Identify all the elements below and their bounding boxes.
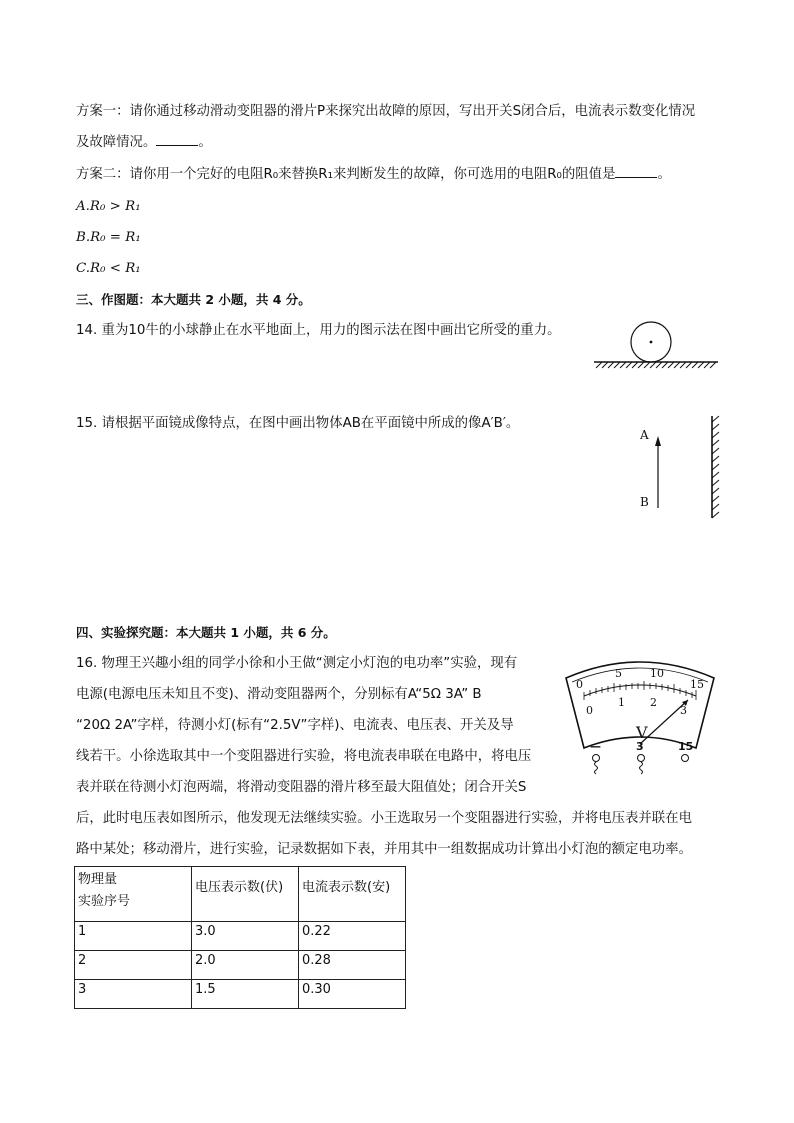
terminal-3-label: 3 xyxy=(636,740,644,753)
terminal-15[interactable] xyxy=(682,755,689,762)
q16-line-3: “20Ω 2A”字样，待测小灯(标有“2.5V”字样)、电流表、电压表、开关及导 xyxy=(76,718,514,733)
plan1-line2-end: 。 xyxy=(198,135,212,150)
header-quantity: 物理量 xyxy=(78,872,118,887)
point-a-label: A xyxy=(640,428,649,442)
option-c: C.R₀ < R₁ xyxy=(76,261,141,276)
section-4-heading: 四、实验探究题：本大题共 1 小题，共 6 分。 xyxy=(76,625,336,640)
answer-blank-2[interactable] xyxy=(615,165,657,178)
plan2-text: 方案二：请你用一个完好的电阻R₀来替换R₁来判断发生的故障，你可选用的电阻R₀的阻值是 xyxy=(76,167,616,182)
point-b-label: B xyxy=(640,495,649,509)
plan2-end: 。 xyxy=(657,167,671,182)
row-2-number: 2 xyxy=(75,951,192,980)
header-current: 电流表示数(安) xyxy=(299,867,406,922)
plan1-line2-text: 及故障情况。 xyxy=(76,135,157,150)
plan2-line xyxy=(76,165,671,184)
ground-hatching xyxy=(596,362,716,368)
terminal-negative-label: — xyxy=(590,740,601,753)
q16-line-7: 路中某处；移动滑片，进行实验，记录数据如下表，并用其中一组数据成功计算出小灯泡的额定电功率。 xyxy=(76,842,692,857)
lower-scale-3: 3 xyxy=(680,704,687,717)
question-14: 14. 重为10牛的小球静止在水平地面上，用力的图示法在图中画出它所受的重力。 xyxy=(76,323,561,338)
plan1-line1: 方案一：请你通过移动滑动变阻器的滑片P来探究出故障的原因，写出开关S闭合后，电流表示数变化情况 xyxy=(76,104,696,119)
terminal-negative[interactable] xyxy=(593,755,600,762)
q16-line-6: 后，此时电压表如图所示，他发现无法继续实验。小王选取另一个变阻器进行实验，并将电压表并联在电 xyxy=(76,811,692,826)
row-3-current: 0.30 xyxy=(299,980,406,1009)
table-header-row xyxy=(75,867,406,922)
row-1-current: 0.22 xyxy=(299,922,406,951)
lower-scale-2: 2 xyxy=(650,696,657,709)
upper-scale-5: 5 xyxy=(615,667,622,680)
option-b: B.R₀ = R₁ xyxy=(76,230,141,245)
terminal-3[interactable] xyxy=(638,755,645,762)
table-row xyxy=(75,951,406,980)
header-voltage: 电压表示数(伏) xyxy=(192,867,299,922)
wire-negative xyxy=(595,762,598,774)
header-cell-quantity xyxy=(75,867,192,922)
upper-scale-15: 15 xyxy=(690,678,704,691)
row-1-number: 1 xyxy=(75,922,192,951)
row-1-voltage: 3.0 xyxy=(192,922,299,951)
row-2-voltage: 2.0 xyxy=(192,951,299,980)
wire-3 xyxy=(640,762,643,774)
question-15: 15. 请根据平面镜成像特点，在图中画出物体AB在平面镜中所成的像A′B′。 xyxy=(76,416,520,431)
q16-line-2: 电源(电源电压未知且不变)、滑动变阻器两个，分别标有A“5Ω 3A” B xyxy=(76,687,482,702)
q16-line-4: 线若干。小徐选取其中一个变阻器进行实验，将电流表串联在电路中，将电压 xyxy=(76,749,532,764)
answer-blank-1[interactable] xyxy=(156,133,198,146)
q16-line-5: 表并联在待测小灯泡两端，将滑动变阻器的滑片移至最大阻值处；闭合开关S xyxy=(76,780,527,795)
meter-unit-label: V xyxy=(636,723,648,742)
lower-scale-1: 1 xyxy=(618,696,625,709)
plane-mirror-figure xyxy=(630,414,724,522)
row-3-number: 3 xyxy=(75,980,192,1009)
arrow-head xyxy=(655,436,661,446)
plan1-line2 xyxy=(76,133,212,152)
terminal-15-label: 15 xyxy=(678,740,694,753)
table-row xyxy=(75,980,406,1009)
row-2-current: 0.28 xyxy=(299,951,406,980)
data-table xyxy=(74,866,406,1009)
upper-scale-10: 10 xyxy=(650,667,664,680)
table-row xyxy=(75,922,406,951)
upper-scale-0: 0 xyxy=(576,678,583,691)
lower-scale-0: 0 xyxy=(586,704,593,717)
section-3-heading: 三、作图题：本大题共 2 小题，共 4 分。 xyxy=(76,292,311,307)
header-trial-number: 实验序号 xyxy=(78,894,131,909)
row-3-voltage: 1.5 xyxy=(192,980,299,1009)
ball-center-dot xyxy=(650,341,653,344)
option-a: A.R₀ > R₁ xyxy=(76,199,141,214)
voltmeter-figure xyxy=(560,652,720,776)
ball-on-ground-figure xyxy=(590,318,720,370)
mirror-hatching xyxy=(712,416,719,518)
q16-line-1: 16. 物理王兴趣小组的同学小徐和小王做“测定小灯泡的电功率”实验，现有 xyxy=(76,656,518,671)
